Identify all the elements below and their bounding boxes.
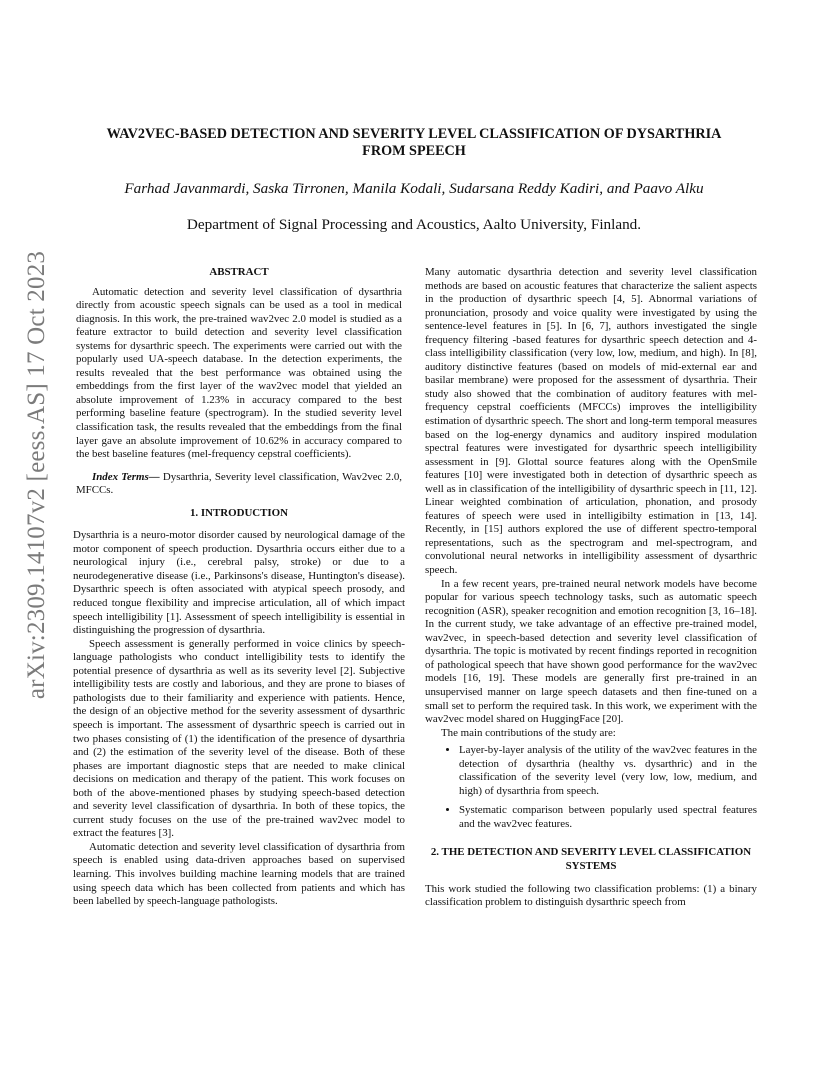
list-item: • Layer-by-layer analysis of the utility of the wav2vec features in the detection of dysarthria (healthy vs. dysarthric) and in the classification of the severity level (very low, low, medium, and high) of dysarthria from speech. <box>459 744 757 798</box>
abstract-heading: ABSTRACT <box>209 266 269 278</box>
abstract-text: Automatic detection and severity level classification of dysarthria directly from acoustic speech signals can be used as a tool in medical diagnosis. In this work, the pre-trained wav2vec 2.0 model is studied as a feature extractor to build detection and severity level classification systems for dysarthric speech. The experiments were carried out with the popularly used UA-speech database. In the detection experiments, the results revealed that the best performance was obtained using the embeddings from the first layer of the wav2vec model that yielded an absolute improvement of 1.23% in accuracy compared to the best performing baseline feature (spectrogram). In the studied severity level classification task, the results revealed that the embeddings from the final layer gave an absolute improvement of 10.62% in accuracy compared to the best baseline features (mel-frequency cepstral coefficients). <box>76 285 402 461</box>
intro-paragraph: Dysarthria is a neuro-motor disorder caused by neurological damage of the motor component of speech production. Dysarthria occurs either due to a neurological injury (i.e., cerebral palsy, stroke) or due to a neurodegenerative disease (i.e., Parkinsons's disease, Huntington's disease). Dysarthric speech is often associated with atypical speech prosody, and reduced tongue flexibility and imprecise articulation, all of which impact speech intelligibility [1]. Assessment of speech intelligibility is essential in distinguishing the progression of dysarthria. <box>73 529 405 637</box>
contributions-list <box>425 744 757 831</box>
arxiv-identifier <box>12 250 62 700</box>
index-terms-text: Dysarthria, Severity level classification, Wav2vec 2.0, MFCCs. <box>76 470 402 497</box>
body-paragraph: This work studied the following two classification problems: (1) a binary classification problem to distinguish dysarthric speech from <box>425 882 757 909</box>
intro-paragraph: Automatic detection and severity level classification of dysarthria from speech is enabled using data-driven approaches based on supervised learning. This involves building machine learning models that are trained using speech data which has been collected from patients and which has been labelled by speech-language pathologists. <box>73 840 405 908</box>
abstract-section <box>73 286 405 498</box>
body-paragraph: In a few recent years, pre-trained neural network models have become popular for various speech technology tasks, such as automatic speech recognition (ASR), speaker recognition and emotion recognition [3, 16–18]. In the current study, we take advantage of an effective pre-trained model, wav2vec, in speech-based detection and severity level classification of dysarthria. The topic is motivated by recent findings reported in recognition of pathological speech that have shown good performance for the wav2vec models [16, 19]. These models are generally first pre-trained in an unsupervised manner on large speech datasets and then fine-tuned on a small set to perform the required task. In this work, we experiment with the wav2vec model shared on HuggingFace [20]. <box>425 577 757 726</box>
paper-title: WAV2VEC-BASED DETECTION AND SEVERITY LEVEL CLASSIFICATION OF DYSARTHRIA FROM SPEECH <box>106 126 722 159</box>
index-terms-label: Index Terms— <box>92 470 160 483</box>
index-terms <box>76 471 402 498</box>
body-paragraph: Many automatic dysarthria detection and severity level classification methods are based on acoustic features that characterize the salient aspects in the production of dysarthric speech [4, 5]. Abnormal variations of pronunciation, prosody and voice quality were investigated by using the sentence-level features in [5]. In [6, 7], authors investigated the single frequency filtering -based features for dysarthric speech detection and 4-class intelligibility classification (very low, low, medium, and high). In [8], auditory distinctive features (based on models of mid-external ear and basilar membrane) were proposed for the assessment of dysarthria. Their study also showed that the combination of auditory features with mel-frequency cepstral coefficients (MFCCs) improves the intelligibility estimation of dysarthric speech. The short and long-term temporal measures based on the log-energy dynamics and auditory inspired modulation spectral features were investigated for dysarthric speech intelligibility assessment in [9]. Glottal source features along with the OpenSmile features [10] were investigated both in detection of dysarthric speech as well as in classification of the intelligibility of dysarthric speech in [11, 12]. Linear weighted combination of articulation, phonation, and prosody features of speech were used in intelligibilty estimation in [13, 14]. Recently, in [15] authors explored the use of different spectro-temporal representations, such as the spectrogram and mel-spectrogram, and convolutional neural networks in intelligibility assessment of dysarthric speech. <box>425 266 757 577</box>
arxiv-identifier-text: arXiv:2309.14107v2 [eess.AS] 17 Oct 2023 <box>23 250 51 700</box>
left-column <box>73 266 405 909</box>
introduction-heading: 1. INTRODUCTION <box>189 506 289 519</box>
contributions-intro: The main contributions of the study are: <box>441 726 616 739</box>
author-list: Farhad Javanmardi, Saska Tirronen, Manila Kodali, Sudarsana Reddy Kadiri, and Paavo Alku <box>124 180 704 197</box>
list-item: • Systematic comparison between popularly used spectral features and the wav2vec features. <box>459 804 757 831</box>
affiliation: Department of Signal Processing and Acoustics, Aalto University, Finland. <box>186 216 642 233</box>
intro-paragraph: Speech assessment is generally performed in voice clinics by speech-language pathologists who conduct intelligibility tests to identify the potential presence of dysarthria as well as its severity level [2]. Subjective intelligibility tests are costly and laborious, and they are prone to biases of pathologists due to their familiarity and experience with patients. Hence, the design of an objective method for the severity assessment of dysarthric speech is important. The assessment of dysarthric speech is carried out in two phases consisting of (1) the identification of the presence of dysarthria and (2) the estimation of the severity level of the disease. Both of these phases are important diagnostic steps that are needed to make clinical decisions on medication and therapy of the patient. This work focuses on both of the above-mentioned phases by studying speech-based detection and severity level classification of dysarthria. In both of these topics, the current study focuses on the use of the pre-trained wav2vec model to extract the features [3]. <box>73 637 405 840</box>
section2-heading: 2. THE DETECTION AND SEVERITY LEVEL CLASSIFICATION SYSTEMS <box>430 846 752 872</box>
right-column <box>425 266 757 910</box>
